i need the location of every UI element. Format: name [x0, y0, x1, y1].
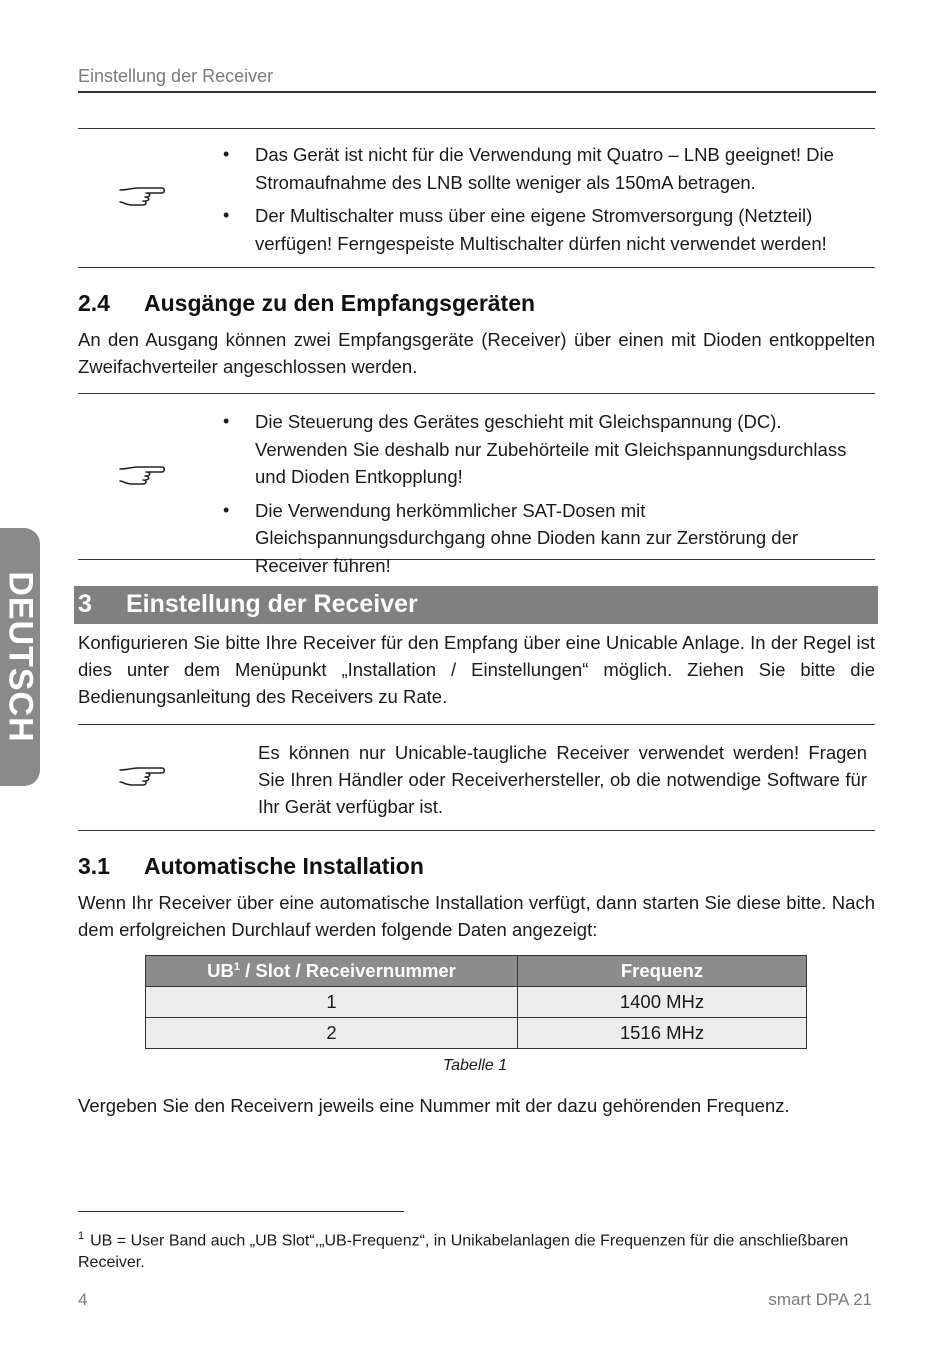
frequency-table	[145, 955, 807, 1049]
note-box-2	[78, 393, 875, 576]
chapter-3-paragraph: Konfigurieren Sie bitte Ihre Receiver für den Empfang über eine Unicable Anlage. In der Regel ist dies unter dem Menüpunkt „Installation / Einstellungen“ möglich. Ziehen Sie bitte die Bedienungsanleitung des Receivers zu Rate.	[78, 632, 875, 707]
note-2-bullets	[223, 408, 865, 585]
section-heading-2-4	[78, 290, 535, 317]
pointing-hand-icon	[118, 185, 166, 207]
bullet-item	[223, 141, 865, 196]
pointing-hand-icon	[118, 765, 166, 787]
section-3-1-paragraph: Wenn Ihr Receiver über eine automatische Installation verfügt, dann starten Sie diese bitte. Nach dem erfolgreichen Durchlauf werden folgende Daten angezeigt:	[78, 892, 875, 940]
note-3-text: Es können nur Unicable-taugliche Receiver verwendet werden! Fragen Sie Ihren Händler oder Receiverhersteller, ob die notwendige Software für Ihr Gerät verfügbar ist.	[258, 742, 867, 817]
pointing-hand-icon	[118, 464, 166, 486]
note-box-1	[78, 128, 875, 268]
table-caption: Tabelle 1	[442, 1057, 508, 1074]
chapter-heading-bar	[74, 586, 878, 624]
language-label: DEUTSCH	[1, 571, 40, 743]
bullet-text: Die Verwendung herkömmlicher SAT-Dosen mit Gleichspannungsdurchgang ohne Dioden kann zur Zerstörung der Receiver führen!	[255, 499, 799, 576]
note-box-3	[78, 724, 875, 831]
section-number: 2.4	[78, 290, 110, 316]
bullet-text: Der Multischalter muss über eine eigene Stromversorgung (Netzteil) verfügen! Ferngespeiste Multischalter dürfen nicht verwendet werden!	[255, 205, 827, 254]
footnote	[78, 1225, 868, 1274]
section-2-4-paragraph: An den Ausgang können zwei Empfangsgeräte (Receiver) über einen mit Dioden entkoppelten Zweifachverteiler angeschlossen werden.	[78, 329, 875, 377]
chapter-number: 3	[78, 590, 92, 618]
bullet-dot: •	[223, 499, 230, 520]
bullet-dot: •	[223, 144, 230, 164]
bullet-text: Die Steuerung des Gerätes geschieht mit Gleichspannung (DC). Verwenden Sie deshalb nur Zubehörteile mit Gleichspannungsdurchlass und Dioden Entkopplung!	[255, 411, 847, 487]
product-name: smart DPA 21	[768, 1290, 872, 1309]
bullet-dot: •	[223, 205, 230, 225]
closing-paragraph: Vergeben Sie den Receivern jeweils eine Nummer mit der dazu gehörenden Frequenz.	[78, 1095, 790, 1116]
table-row	[146, 987, 807, 1018]
bullet-item	[223, 497, 865, 580]
table-row	[146, 1018, 807, 1049]
slot-cell: 2	[146, 1018, 518, 1049]
table-header-row	[146, 956, 807, 987]
section-heading-3-1	[78, 853, 424, 880]
bullet-item	[223, 408, 865, 491]
page-number: 4	[78, 1290, 88, 1309]
bullet-item	[223, 202, 865, 257]
footnote-reference: 1	[233, 960, 240, 973]
bullet-dot: •	[223, 411, 230, 431]
frequency-cell: 1516 MHz	[518, 1018, 807, 1049]
column-header-slot: $UB^1$ / Slot / Receivernummer	[146, 956, 518, 987]
section-title: Ausgänge zu den Empfangsgeräten	[144, 290, 536, 316]
section-title: Automatische Installation	[144, 853, 424, 879]
note-1-bullets	[223, 141, 865, 263]
language-side-tab	[0, 528, 40, 786]
section-number: 3.1	[78, 853, 110, 879]
chapter-title: Einstellung der Receiver	[126, 590, 418, 618]
header-divider	[78, 91, 876, 93]
footnote-mark: 1	[78, 1230, 85, 1242]
column-header-frequency: Frequenz	[518, 956, 807, 987]
running-header: Einstellung der Receiver	[78, 66, 274, 86]
slot-cell: 1	[146, 987, 518, 1018]
bullet-text: Das Gerät ist nicht für die Verwendung mit Quatro – LNB geeignet! Die Stromaufnahme des LNB sollte weniger als 150mA betragen.	[255, 144, 834, 193]
footnote-divider	[78, 1211, 404, 1212]
frequency-cell: 1400 MHz	[518, 987, 807, 1018]
footnote-text: UB = User Band auch „UB Slot“,„UB-Frequenz“, in Unikabelanlagen die Frequenzen für die anschließbaren Receiver.	[78, 1232, 849, 1272]
